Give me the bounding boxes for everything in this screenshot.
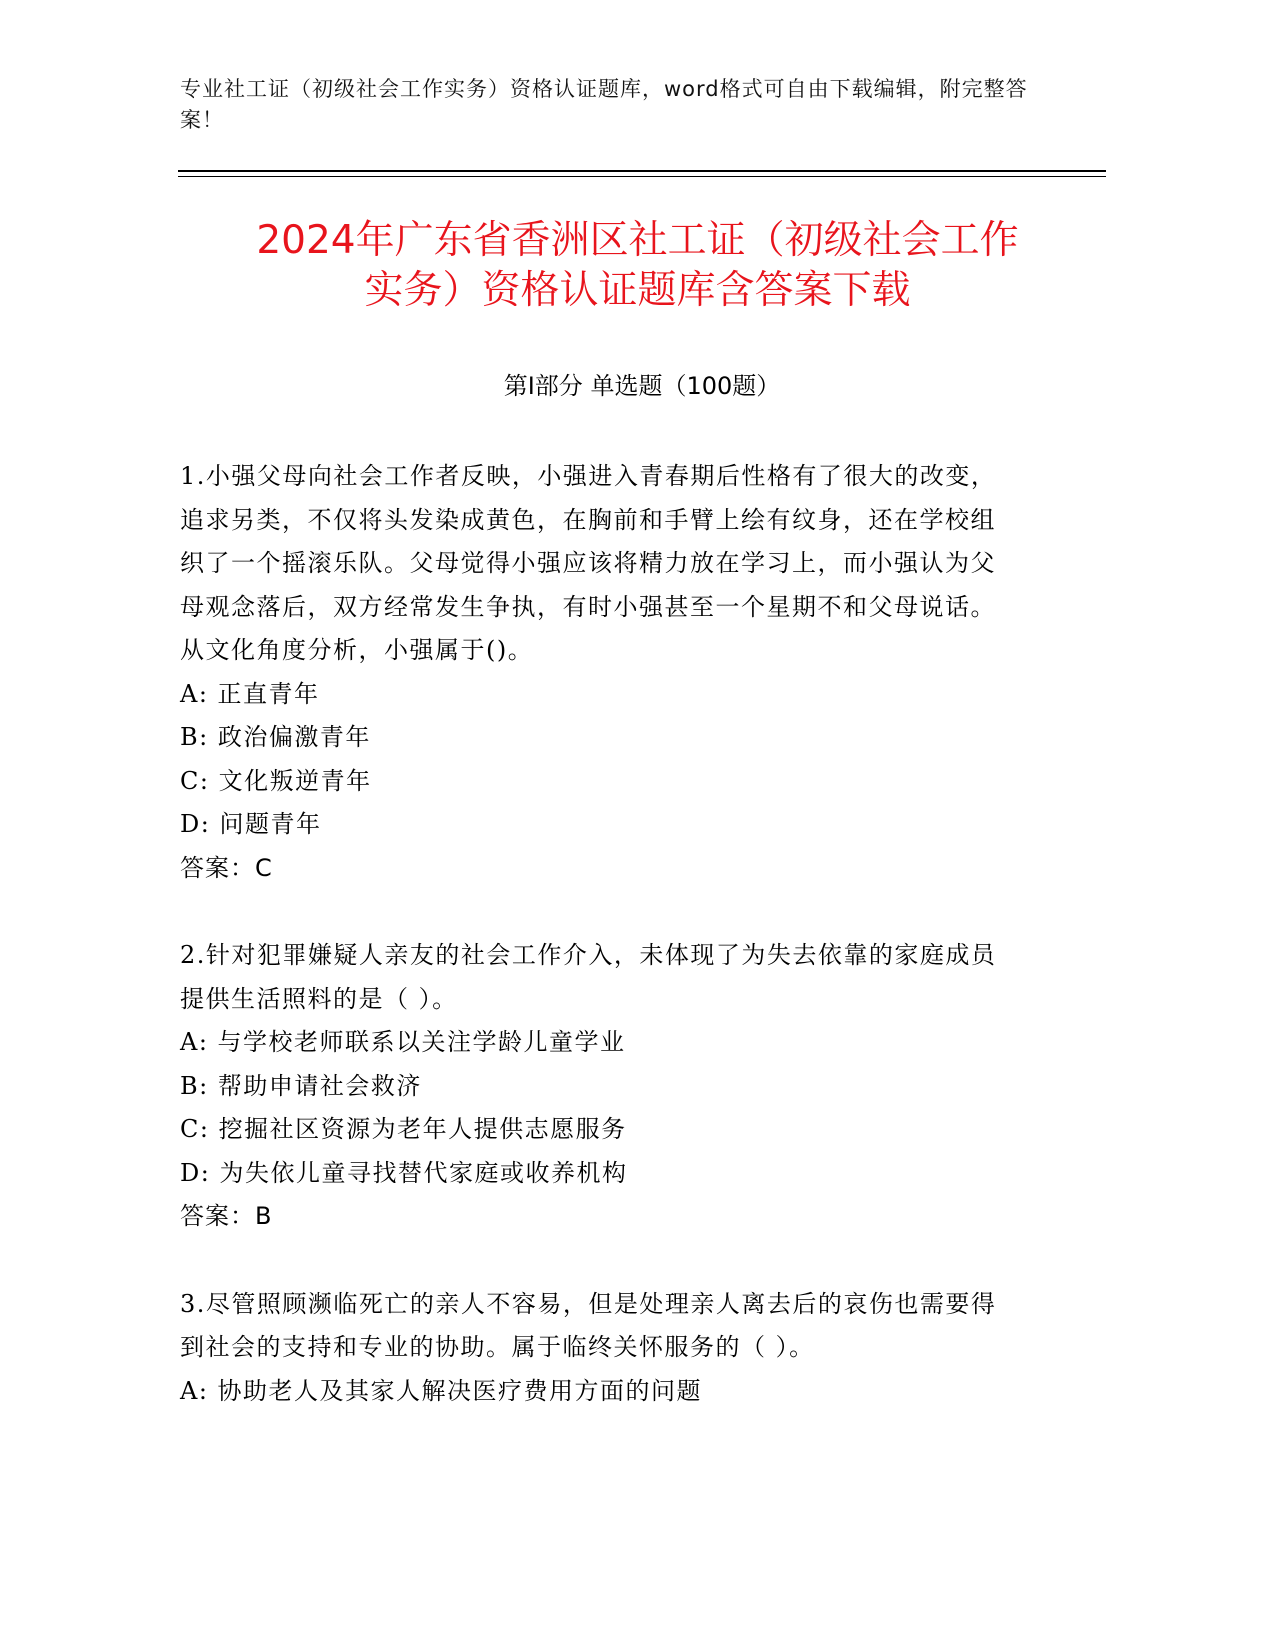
question-stem: 3.尽管照顾濒临死亡的亲人不容易，但是处理亲人离去后的哀伤也需要得到社会的支持和专业的协助。属于临终关怀服务的（ ）。 bbox=[180, 1289, 997, 1361]
question-1 bbox=[180, 455, 1015, 890]
title-line-2: 实务）资格认证题库含答案下载 bbox=[364, 268, 911, 313]
option-c: C: 挖掘社区资源为老年人提供志愿服务 bbox=[180, 1115, 627, 1143]
option-a: A: 正直青年 bbox=[180, 679, 320, 708]
option-a: A: 协助老人及其家人解决医疗费用方面的问题 bbox=[180, 1376, 703, 1405]
document-title bbox=[150, 216, 1125, 316]
title-line-1: 2024年广东省香洲区社工证（初级社会工作 bbox=[256, 218, 1019, 263]
option-a: A: 与学校老师联系以关注学龄儿童学业 bbox=[180, 1028, 626, 1056]
option-c: C: 文化叛逆青年 bbox=[180, 766, 372, 795]
option-b: B: 政治偏激青年 bbox=[180, 723, 371, 751]
option-d: D: 问题青年 bbox=[180, 810, 322, 838]
question-2 bbox=[180, 934, 1015, 1239]
question-3 bbox=[180, 1283, 1015, 1414]
option-b: B: 帮助申请社会救济 bbox=[180, 1071, 422, 1100]
answer: 答案：C bbox=[180, 853, 273, 882]
question-list bbox=[180, 455, 1015, 1457]
option-d: D: 为失依儿童寻找替代家庭或收养机构 bbox=[180, 1158, 628, 1187]
section-heading: 第Ⅰ部分 单选题（100题） bbox=[503, 372, 781, 400]
header-divider-thin bbox=[178, 176, 1106, 177]
answer: 答案：B bbox=[180, 1202, 273, 1230]
document-header: 专业社工证（初级社会工作实务）资格认证题库，word格式可自由下载编辑，附完整答案！ bbox=[180, 77, 1028, 132]
question-stem: 2.针对犯罪嫌疑人亲友的社会工作介入，未体现了为失去依靠的家庭成员提供生活照料的是（ ）。 bbox=[180, 941, 997, 1013]
question-stem: 1.小强父母向社会工作者反映，小强进入青春期后性格有了很大的改变，追求另类，不仅将头发染成黄色，在胸前和手臂上绘有纹身，还在学校组织了一个摇滚乐队。父母觉得小强应该将精力放在学习上，而小强认为父母观念落后，双方经常发生争执，有时小强甚至一个星期不和父母说话。从文化角度分析，小强属于()。 bbox=[180, 462, 997, 664]
header-divider-thick bbox=[178, 170, 1106, 172]
